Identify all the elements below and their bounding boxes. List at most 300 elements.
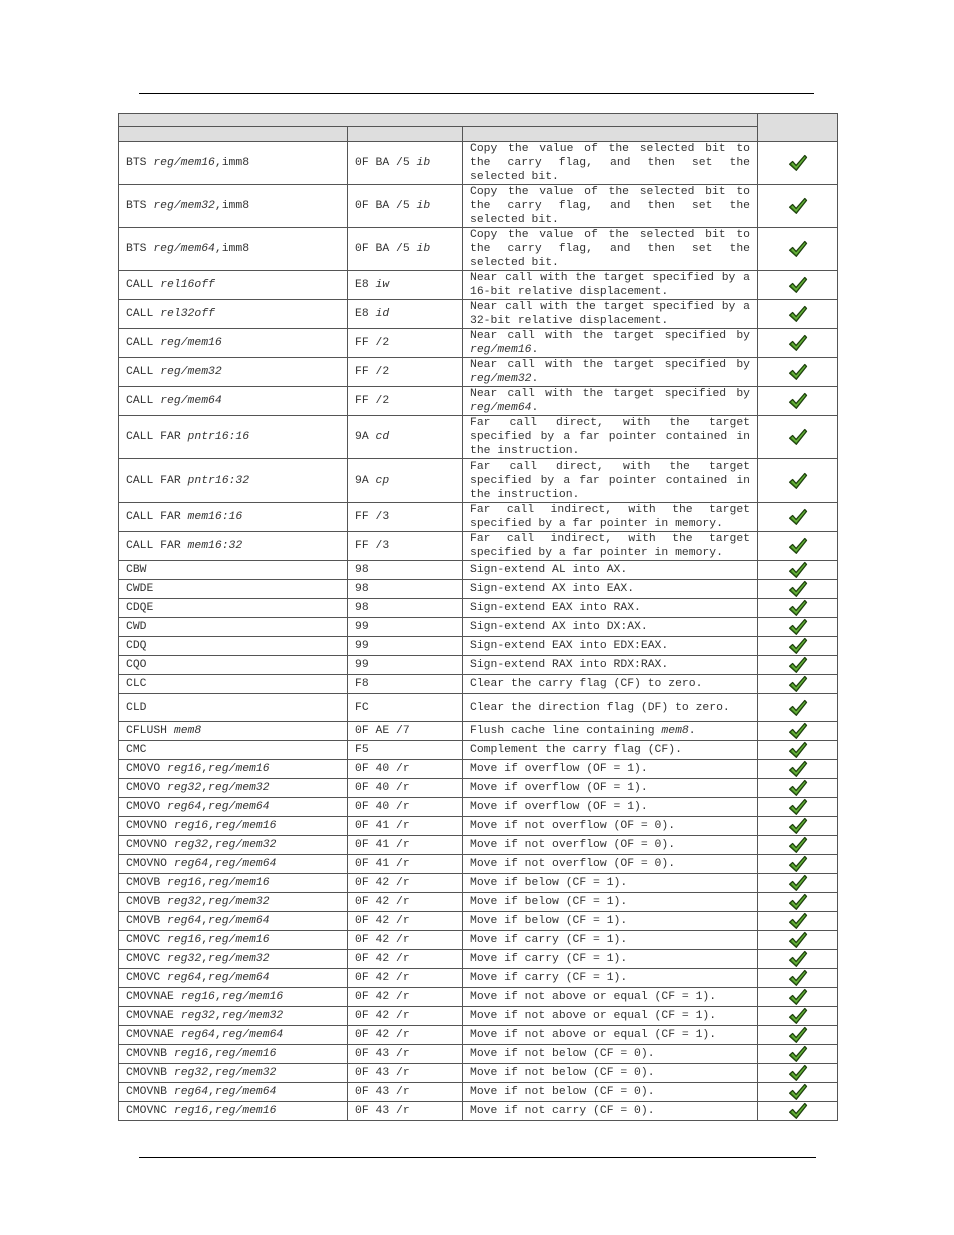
cell-text: Far call indirect, with the target specified by a far pointer in memory. [470,504,750,530]
cell-text: 0F 42 /r [355,934,410,946]
support-cell [758,358,838,387]
support-cell [758,741,838,760]
mnemonic-cell [119,637,348,656]
cell-text: , [208,820,215,832]
support-cell [758,599,838,618]
support-cell [758,561,838,580]
description-cell [463,561,758,580]
opcode-cell [348,459,463,503]
support-cell [758,855,838,874]
operand-text: reg/mem16 [208,877,270,889]
support-cell [758,503,838,532]
check-mark-icon [788,537,808,555]
mnemonic-cell [119,988,348,1007]
cell-text: 0F 42 /r [355,1029,410,1041]
description-cell [463,931,758,950]
description-cell [463,599,758,618]
cell-text: , [201,915,209,927]
check-mark-icon [788,874,808,892]
mnemonic-cell [119,618,348,637]
cell-text: CMOVNB [126,1048,174,1060]
operand-text: reg32 [167,896,202,908]
cell-text: Move if not carry (CF = 0). [470,1105,655,1117]
opcode-cell [348,760,463,779]
description-cell [463,1026,758,1045]
cell-text: Move if not overflow (OF = 0). [470,820,676,832]
operand-text: reg64 [167,972,202,984]
cell-text: Near call with the target specified by [470,330,750,342]
instruction-table [118,113,838,1121]
cell-text: 0F 43 /r [355,1086,410,1098]
cell-text: FC [355,701,369,714]
table-row [119,271,838,300]
cell-text: , [201,934,209,946]
operand-text: reg/mem32 [160,366,222,378]
cell-text: CMOVNB [126,1067,174,1079]
description-cell [463,893,758,912]
cell-text: Complement the carry flag (CF). [470,744,682,756]
cell-text: BTS [126,157,154,169]
mnemonic-cell [119,893,348,912]
operand-text: mem8 [661,725,689,737]
opcode-cell [348,1026,463,1045]
cell-text: Near call with the target specified by [470,388,750,400]
operand-text: reg/mem16 [221,991,284,1003]
cell-text: CALL FAR [126,511,188,523]
opcode-cell [348,1102,463,1121]
operand-text: reg/mem64 [153,243,215,255]
check-mark-icon [788,741,808,759]
description-cell [463,387,758,416]
operand-text: reg/mem64 [160,395,222,407]
operand-text: reg64 [167,801,202,813]
cell-text: CALL [126,308,161,320]
support-cell [758,416,838,459]
description-cell [463,416,758,459]
check-mark-icon [788,836,808,854]
table-row [119,969,838,988]
check-mark-icon [788,817,808,835]
cell-text: CMOVO [126,801,168,813]
table-row [119,950,838,969]
table-row [119,416,838,459]
description-cell [463,532,758,561]
cell-text: 98 [355,602,369,614]
opcode-cell [348,836,463,855]
description-cell [463,779,758,798]
table-row [119,1045,838,1064]
support-cell [758,950,838,969]
table-row [119,300,838,329]
operand-text: reg64 [180,1029,215,1041]
support-cell [758,694,838,722]
cell-text: Copy the value of the selected bit to the carry flag, and then set the selected bit. [470,143,750,183]
opcode-cell [348,874,463,893]
description-cell [463,741,758,760]
cell-text: CMOVO [126,782,168,794]
operand-text: reg64 [173,858,209,870]
operand-text: reg32 [173,839,209,851]
cell-text: CMOVC [126,934,168,946]
cell-text: CDQ [126,640,147,652]
opcode-cell [348,694,463,722]
operand-text: pntr16:32 [187,474,250,487]
table-row [119,988,838,1007]
cell-text: 0F 42 /r [355,1010,410,1022]
operand-text: reg/mem16 [208,934,270,946]
table-row [119,185,838,228]
cell-text: 0F 43 /r [355,1048,410,1060]
cell-text: CALL FAR [126,431,188,443]
cell-text: Move if not overflow (OF = 0). [470,858,676,870]
operand-text: pntr16:16 [187,431,250,443]
cell-text: CQO [126,659,147,671]
table-body [119,142,838,1121]
cell-text: CFLUSH [126,725,174,737]
mnemonic-cell [119,950,348,969]
table-row [119,1083,838,1102]
table-row [119,836,838,855]
cell-text: CMOVNO [126,820,174,832]
opcode-cell [348,950,463,969]
opcode-cell [348,387,463,416]
mnemonic-cell [119,1102,348,1121]
check-mark-icon [788,154,808,172]
opcode-cell [348,580,463,599]
check-mark-icon [788,699,808,717]
mnemonic-cell [119,675,348,694]
mnemonic-cell [119,855,348,874]
description-cell [463,969,758,988]
cell-text: Move if carry (CF = 1). [470,953,628,965]
opcode-cell [348,675,463,694]
cell-text: 0F 42 /r [355,896,410,908]
operand-text: reg/mem64 [214,1086,277,1098]
description-cell [463,1045,758,1064]
support-cell [758,532,838,561]
mnemonic-cell [119,656,348,675]
check-mark-icon [788,798,808,816]
opcode-cell [348,142,463,185]
cell-text: FF /3 [355,511,390,523]
table-row [119,599,838,618]
mnemonic-cell [119,722,348,741]
operand-text: reg16 [167,763,202,775]
table-row [119,675,838,694]
cell-text: Far call direct, with the target specified by a far pointer contained in the instruction. [470,417,750,457]
cell-text: Move if below (CF = 1). [470,915,628,927]
table-row [119,722,838,741]
table-row [119,358,838,387]
cell-text: Move if not below (CF = 0). [470,1048,655,1060]
cell-text: Move if carry (CF = 1). [470,972,628,984]
opcode-cell [348,798,463,817]
cell-text: Sign-extend RAX into RDX:RAX. [470,659,669,671]
mnemonic-cell [119,185,348,228]
operand-text: reg/mem32 [470,373,532,385]
cell-text: Far call indirect, with the target specified by a far pointer in memory. [470,533,750,559]
table-row [119,656,838,675]
operand-text: cd [375,431,390,443]
description-cell [463,817,758,836]
cell-text: FF /2 [355,337,390,349]
opcode-cell [348,503,463,532]
operand-text: iw [375,279,390,291]
cell-text: , [208,1086,215,1098]
operand-text: id [375,308,390,320]
operand-text: reg32 [167,953,202,965]
opcode-cell [348,779,463,798]
operand-text: reg16 [180,991,215,1003]
mnemonic-cell [119,912,348,931]
cell-text: 99 [355,640,369,652]
mnemonic-cell [119,694,348,722]
support-cell [758,1083,838,1102]
opcode-cell [348,532,463,561]
description-cell [463,329,758,358]
mnemonic-cell [119,387,348,416]
operand-text: reg/mem64 [221,1029,284,1041]
support-cell [758,656,838,675]
opcode-cell [348,1045,463,1064]
check-mark-icon [788,1026,808,1044]
cell-text: 0F 42 /r [355,877,410,889]
cell-text: . [531,344,539,356]
cell-text: , [201,896,209,908]
table-row [119,855,838,874]
cell-text: 98 [355,583,369,595]
cell-text: ,imm8 [214,200,250,212]
mnemonic-cell [119,329,348,358]
check-mark-icon [788,656,808,674]
cell-text: CMOVB [126,915,168,927]
header-rule [139,93,814,94]
cell-text: Sign-extend EAX into EDX:EAX. [470,640,669,652]
opcode-cell [348,722,463,741]
cell-text: Move if not above or equal (CF = 1). [470,1029,717,1041]
description-cell [463,760,758,779]
check-mark-icon [788,599,808,617]
check-mark-icon [788,931,808,949]
support-cell [758,1102,838,1121]
cell-text: CWD [126,621,147,633]
description-cell [463,503,758,532]
check-mark-icon [788,197,808,215]
cell-text: CALL [126,337,161,349]
cell-text: CMOVNO [126,839,174,851]
cell-text: FF /2 [355,366,390,378]
table-row [119,760,838,779]
cell-text: , [201,972,209,984]
opcode-cell [348,1007,463,1026]
opcode-cell [348,300,463,329]
cell-text: CMOVO [126,763,168,775]
table-row [119,618,838,637]
table-row [119,387,838,416]
cell-text: 0F BA /5 [355,200,417,212]
table-row [119,532,838,561]
opcode-cell [348,358,463,387]
opcode-cell [348,271,463,300]
cell-text: , [201,782,209,794]
operand-text: reg16 [173,1048,209,1060]
cell-text: 98 [355,564,369,576]
header-group-cell [119,114,758,127]
description-cell [463,1083,758,1102]
cell-text: . [688,725,696,737]
check-mark-icon [788,1102,808,1120]
table-row [119,694,838,722]
description-cell [463,912,758,931]
cell-text: CMOVNAE [126,1029,181,1041]
mnemonic-cell [119,1064,348,1083]
cell-text: CBW [126,564,147,576]
cell-text: Copy the value of the selected bit to the carry flag, and then set the selected bit. [470,229,750,269]
operand-text: ib [416,200,431,212]
operand-text: reg/mem32 [208,953,270,965]
cell-text: FF /3 [355,540,390,552]
operand-text: reg/mem16 [160,337,222,349]
cell-text: 99 [355,621,369,633]
mnemonic-cell [119,416,348,459]
cell-text: , [214,991,222,1003]
header-opcode-cell [348,127,463,142]
table-row [119,779,838,798]
cell-text: Sign-extend EAX into RAX. [470,602,641,614]
support-cell [758,798,838,817]
cell-text: Far call direct, with the target specified by a far pointer contained in the instruction. [470,460,750,501]
check-mark-icon [788,580,808,598]
description-cell [463,185,758,228]
check-mark-icon [788,334,808,352]
table-row [119,931,838,950]
cell-text: CMOVNB [126,1086,174,1098]
cell-text: Move if not below (CF = 0). [470,1067,655,1079]
table-row [119,874,838,893]
cell-text: Move if not above or equal (CF = 1). [470,991,717,1003]
operand-text: reg/mem32 [208,896,270,908]
mnemonic-cell [119,503,348,532]
table-row [119,503,838,532]
operand-text: reg/mem16 [214,1105,277,1117]
cell-text: 0F BA /5 [355,157,417,169]
table-row [119,798,838,817]
support-cell [758,637,838,656]
description-cell [463,459,758,503]
support-cell [758,271,838,300]
description-cell [463,300,758,329]
check-mark-icon [788,637,808,655]
cell-text: Flush cache line containing [470,725,662,737]
description-cell [463,271,758,300]
support-cell [758,185,838,228]
check-mark-icon [788,618,808,636]
description-cell [463,988,758,1007]
opcode-cell [348,656,463,675]
opcode-cell [348,618,463,637]
support-cell [758,893,838,912]
cell-text: CMOVB [126,896,168,908]
operand-text: reg64 [173,1086,209,1098]
cell-text: 0F 42 /r [355,991,410,1003]
operand-text: reg32 [167,782,202,794]
cell-text: Move if not above or equal (CF = 1). [470,1010,717,1022]
operand-text: reg32 [180,1010,215,1022]
table-row [119,741,838,760]
cell-text: Move if overflow (OF = 1). [470,801,648,813]
cell-text: 0F 41 /r [355,820,410,832]
cell-text: F5 [355,744,369,756]
cell-text: 0F BA /5 [355,243,417,255]
cell-text: , [208,1048,215,1060]
support-cell [758,779,838,798]
mnemonic-cell [119,532,348,561]
cell-text: 0F 41 /r [355,858,410,870]
opcode-cell [348,931,463,950]
operand-text: reg/mem32 [214,1067,277,1079]
mnemonic-cell [119,1007,348,1026]
cell-text: E8 [355,279,376,291]
cell-text: 0F AE /7 [355,725,410,737]
support-cell [758,1045,838,1064]
operand-text: reg/mem16 [214,820,277,832]
check-mark-icon [788,722,808,740]
cell-text: CALL FAR [126,540,188,552]
opcode-cell [348,416,463,459]
header-mnemonic-cell [119,127,348,142]
description-cell [463,874,758,893]
cell-text: CMOVNAE [126,1010,181,1022]
cell-text: Move if not overflow (OF = 0). [470,839,676,851]
operand-text: reg/mem32 [221,1010,284,1022]
support-cell [758,969,838,988]
cell-text: Near call with the target specified by a 32-bit relative displacement. [470,301,750,327]
mnemonic-cell [119,459,348,503]
check-mark-icon [788,392,808,410]
cell-text: CLD [126,701,147,714]
cell-text: , [208,858,215,870]
cell-text: , [208,1105,215,1117]
operand-text: mem16:32 [187,540,243,552]
mnemonic-cell [119,142,348,185]
opcode-cell [348,988,463,1007]
opcode-cell [348,912,463,931]
support-cell [758,817,838,836]
table-row [119,1102,838,1121]
cell-text: 0F 41 /r [355,839,410,851]
cell-text: . [531,373,539,385]
check-mark-icon [788,472,808,490]
check-mark-icon [788,912,808,930]
description-cell [463,798,758,817]
cell-text: CWDE [126,583,154,595]
table-row [119,1007,838,1026]
opcode-cell [348,969,463,988]
mnemonic-cell [119,931,348,950]
cell-text: 0F 43 /r [355,1067,410,1079]
check-mark-icon [788,1045,808,1063]
mnemonic-cell [119,1045,348,1064]
cell-text: Sign-extend AL into AX. [470,564,628,576]
operand-text: mem8 [173,725,202,737]
operand-text: reg16 [167,934,202,946]
operand-text: cp [375,474,390,487]
support-cell [758,874,838,893]
cell-text: 0F 42 /r [355,972,410,984]
cell-text: 9A [355,474,376,487]
support-cell [758,580,838,599]
cell-text: CMOVC [126,972,168,984]
